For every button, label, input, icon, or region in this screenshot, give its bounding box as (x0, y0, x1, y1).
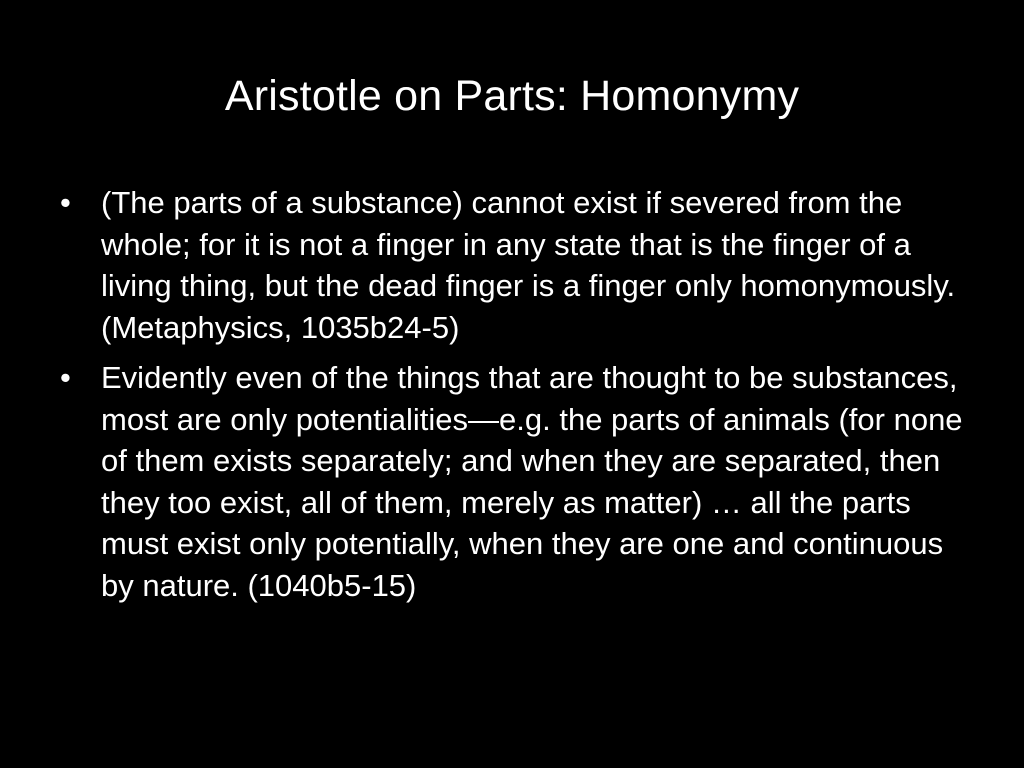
bullet-text: (The parts of a substance) cannot exist if severed from the whole; for it is not a finger in any state that is the finger of a living thing, but the dead finger is a finger only homonymously. (Metaphysics, 1035b24-5) (101, 185, 956, 345)
bullet-item (56, 357, 976, 606)
bullet-marker: • (60, 185, 71, 220)
bullet-item (56, 182, 976, 348)
slide-title: Aristotle on Parts: Homonymy (224, 72, 800, 120)
bullet-list (56, 182, 976, 615)
bullet-text: Evidently even of the things that are thought to be substances, most are only potentialities—e.g. the parts of animals (for none of them exists separately; and when they are separated, then they too exist, all of them, merely as matter) … all the parts must exist only potentially, when they are one and continuous by nature. (1040b5-15) (101, 360, 963, 603)
bullet-marker: • (60, 360, 71, 395)
